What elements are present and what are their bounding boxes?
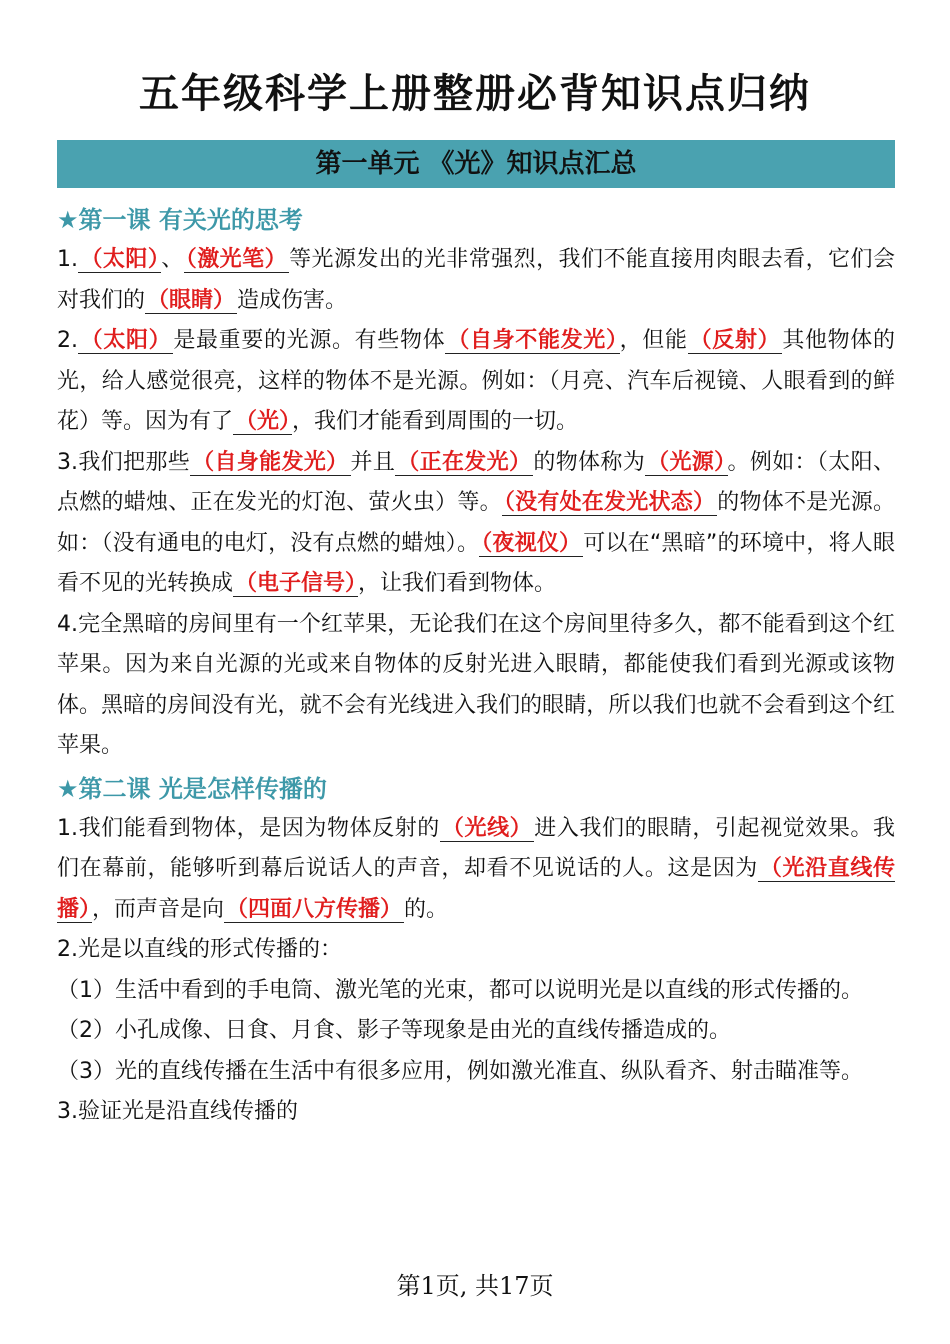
answer-blank: （电子信号） (235, 571, 357, 596)
answer-blank: （光源） (647, 449, 726, 475)
answer-blank: （正在发光） (397, 449, 532, 475)
text-run: 。例如：（太阳、点燃的蜡烛、正在发光的灯泡、萤火虫）等。 (57, 449, 895, 515)
lesson-1-paragraph-2 (57, 321, 895, 443)
lesson-2-paragraph-1 (57, 809, 895, 931)
answer-blank: （激光笔） (185, 247, 288, 272)
text-run: 1.我们能看到物体，是因为物体反射的 (57, 815, 440, 841)
lesson-2-paragraph-6: 3.验证光是沿直线传播的 (57, 1099, 298, 1124)
unit-header: 第一单元 《光》知识点汇总 (57, 140, 895, 188)
answer-blank: （光） (235, 409, 291, 434)
answer-blank: （眼睛） (147, 287, 236, 313)
text-run: 的物体不是光源。如：（没有通电的电灯，没有点燃的蜡烛）。 (57, 490, 895, 556)
lesson-1-heading: ★第一课 有关光的思考 (57, 206, 303, 234)
answer-blank: （夜视仪） (481, 530, 582, 556)
lesson-2-paragraph-5: （3）光的直线传播在生活中有很多应用，例如激光准直、纵队看齐、射击瞄准等。 (57, 1058, 863, 1084)
lesson-1-paragraph-1 (57, 240, 895, 321)
answer-blank: （反射） (689, 328, 781, 353)
answer-blank: （光线） (441, 815, 533, 841)
text-run: ，让我们看到物体。 (358, 571, 557, 596)
text-run: ，但能 (619, 328, 688, 353)
answer-blank: （自身不能发光） (447, 328, 618, 353)
text-run: ，我们才能看到周围的一切。 (292, 409, 579, 434)
answer-blank: （太阳） (80, 328, 172, 353)
lesson-1-paragraph-4: 4.完全黑暗的房间里有一个红苹果，无论我们在这个房间里待多久，都不能看到这个红苹果。因为来自光源的光或来自物体的反射光进入眼睛，都能使我们看到光源或该物体。黑暗的房间没有光，就不会有光线进入我们的眼睛，所以我们也就不会看到这个红苹果。 (57, 611, 895, 758)
text-run: 、 (161, 247, 184, 272)
document-body (57, 198, 895, 1133)
lesson-2-paragraph-2: 2.光是以直线的形式传播的： (57, 937, 342, 962)
text-run: 可以在“黑暗”的环境中，将人眼看不见的光转换成 (57, 530, 895, 596)
answer-blank: （自身能发光） (192, 449, 349, 475)
text-run: 进入我们的眼睛，引起视觉效果。我们在幕前，能够听到幕后说话人的声音，却看不见说话的人。这是因为 (57, 815, 895, 881)
lesson-2-paragraph-3: （1）生活中看到的手电筒、激光笔的光束，都可以说明光是以直线的形式传播的。 (57, 977, 863, 1003)
text-run: 其他物体的光，给人感觉很亮，这样的物体不是光源。例如：（月亮、汽车后视镜、人眼看到的鲜花）等。因为有了 (57, 328, 895, 434)
text-run: 3.我们把那些 (57, 449, 191, 475)
text-run: 造成伤害。 (237, 287, 348, 313)
lesson-1-paragraph-3 (57, 443, 895, 605)
text-run: 2. (57, 328, 78, 353)
text-run: ，而声音是向 (92, 896, 225, 922)
lesson-2-paragraph-4: （2）小孔成像、日食、月食、影子等现象是由光的直线传播造成的。 (57, 1018, 731, 1043)
text-run: 1. (57, 247, 78, 272)
document-title: 五年级科学上册整册必背知识点归纳 (139, 71, 811, 117)
text-run: 是最重要的光源。有些物体 (173, 328, 446, 353)
page-footer: 第1页, 共17页 (396, 1272, 554, 1300)
answer-blank: （太阳） (80, 247, 160, 272)
text-run: 的。 (404, 896, 449, 922)
text-run: 等光源发出的光非常强烈，我们不能直接用肉眼去看，它们会对我们的 (57, 247, 895, 313)
answer-blank: （没有处在发光状态） (503, 490, 716, 515)
lesson-2-heading: ★第二课 光是怎样传播的 (57, 774, 327, 803)
text-run: 并且 (350, 449, 396, 475)
text-run: 的物体称为 (533, 449, 646, 475)
answer-blank: （光沿直线传播） (57, 856, 895, 922)
answer-blank: （四面八方传播） (226, 896, 403, 922)
